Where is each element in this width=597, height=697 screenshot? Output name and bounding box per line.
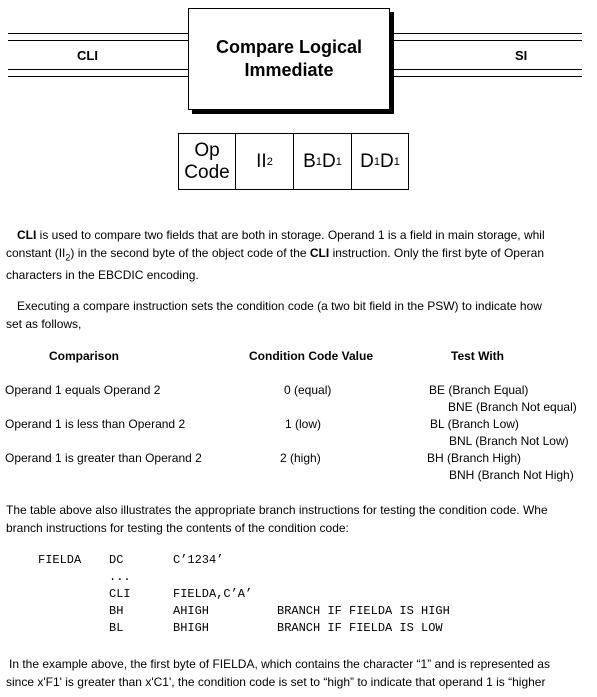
- para2-line1: Executing a compare instruction sets the condition code (a two bit field in the PSW) to indicate how: [17, 299, 542, 313]
- format-op-line2: Code: [184, 161, 230, 183]
- format-ii-sub: 2: [266, 155, 273, 168]
- row2-comparison: Operand 1 is greater than Operand 2: [5, 451, 202, 465]
- header-test-with: Test With: [451, 349, 504, 363]
- header-cc-value: Condition Code Value: [249, 349, 374, 363]
- row1-comparison: Operand 1 is less than Operand 2: [5, 417, 186, 431]
- code-operand-3: AHIGH: [173, 604, 210, 618]
- format-ii: II: [256, 150, 267, 172]
- header-rule-right-bottom: [394, 76, 582, 77]
- paragraph-intro: [6, 226, 597, 284]
- code-label-0: FIELDA: [38, 553, 82, 567]
- code-op-4: BL: [109, 621, 124, 635]
- code-op-3: BH: [109, 604, 124, 618]
- format-d1-sub: 1: [335, 155, 342, 168]
- format-d1b-sub: 1: [393, 155, 400, 168]
- row1-test2: BNL (Branch Not Low): [449, 434, 569, 448]
- format-d1: D: [321, 150, 336, 172]
- header-comparison: Comparison: [49, 349, 120, 363]
- title-box: [188, 8, 390, 110]
- code-comment-4: BRANCH IF FIELDA IS LOW: [277, 621, 443, 635]
- header-rule-right-3: [394, 69, 582, 70]
- format-opcode-cell: [179, 134, 236, 189]
- row1-cc: 1 (low): [285, 417, 322, 431]
- code-op-0: DC: [109, 553, 124, 567]
- para1-line1: is used to compare two fields that are both in storage. Operand 1 is a field in main storage, whil: [36, 228, 545, 242]
- format-disp-cell: [352, 134, 408, 189]
- format-d1b: D: [380, 150, 394, 172]
- paragraph-condition-code: [6, 297, 597, 333]
- format-op-line1: Op: [194, 139, 220, 161]
- paragraph-example-explanation: [6, 655, 597, 691]
- row2-test1: BH (Branch High): [427, 451, 522, 465]
- format-b1: B: [303, 150, 316, 172]
- format-type-label: SI: [515, 48, 528, 63]
- para2-line2: set as follows,: [6, 317, 82, 331]
- para1-line2a: constant (II: [6, 246, 66, 260]
- header-rule-right-2: [394, 40, 582, 41]
- row0-comparison: Operand 1 equals Operand 2: [5, 383, 161, 397]
- para1-line3: characters in the EBCDIC encoding.: [6, 268, 199, 283]
- header-rule-left-bottom: [8, 76, 188, 77]
- code-operand-0: C’1234’: [173, 553, 224, 567]
- row0-cc: 0 (equal): [284, 383, 332, 397]
- code-operand-4: BHIGH: [173, 621, 210, 635]
- row0-test1: BE (Branch Equal): [429, 383, 529, 397]
- header-rule-left-top: [8, 33, 188, 34]
- code-operand-2: FIELDA,C’A’: [173, 587, 253, 601]
- para1-line2b: ) in the second byte of the object code of the: [70, 246, 310, 260]
- para4-line1: In the example above, the first byte of FIELDA, which contains the character “1” and is represented as: [9, 657, 550, 671]
- row1-test1: BL (Branch Low): [430, 417, 519, 431]
- row0-test2: BNE (Branch Not equal): [448, 400, 577, 414]
- format-d1a-sub: 1: [373, 155, 380, 168]
- para1-line2-bold: CLI: [309, 246, 330, 260]
- format-b1-sub: 1: [315, 155, 322, 168]
- header-rule-left-2: [8, 40, 188, 41]
- row2-test2: BNH (Branch Not High): [449, 468, 574, 482]
- para1-line2-sub: 2: [65, 252, 71, 263]
- para3-line2: branch instructions for testing the contents of the condition code:: [6, 521, 349, 535]
- code-comment-3: BRANCH IF FIELDA IS HIGH: [277, 604, 450, 618]
- header-rule-right-top: [394, 33, 582, 34]
- title-line-2: Immediate: [244, 60, 334, 80]
- cli-bold: CLI: [17, 228, 37, 242]
- para4-line2: since x'F1' is greater than x'C1', the condition code is set to “high” to indicate that operand 1 is “higher: [6, 675, 546, 689]
- code-op-1: ...: [109, 570, 131, 584]
- para1-line2c: instruction. Only the first byte of Operan: [329, 246, 544, 260]
- title-line-1: Compare Logical: [215, 37, 363, 57]
- format-base-disp-cell: [294, 134, 352, 189]
- row2-cc: 2 (high): [280, 451, 321, 465]
- code-op-2: CLI: [109, 587, 131, 601]
- format-immediate-cell: [236, 134, 294, 189]
- format-d1a: D: [360, 150, 374, 172]
- header-rule-left-3: [8, 69, 188, 70]
- paragraph-branch-note: [6, 501, 597, 537]
- mnemonic-label: CLI: [77, 48, 98, 63]
- para3-line1: The table above also illustrates the appropriate branch instructions for testing the condition code. Whe: [6, 503, 548, 517]
- instruction-format: [178, 133, 409, 190]
